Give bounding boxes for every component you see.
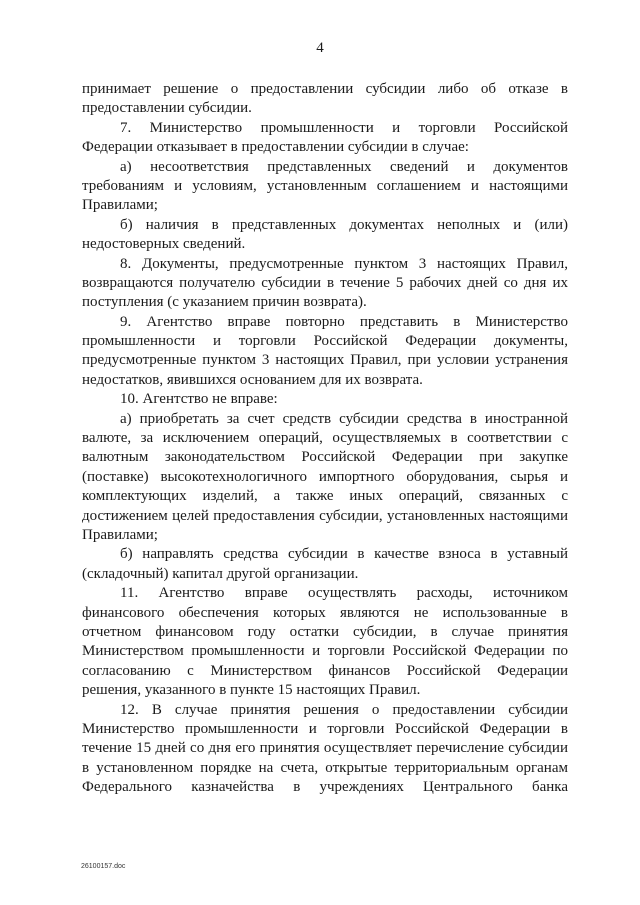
text-line: решения, указанного в пункте 15 настоящих Правил. [82, 682, 421, 699]
document-filename: 26100157.doc [81, 863, 126, 870]
text-line: возвращаются получателю субсидии в течение 5 рабочих дней со дня их [82, 274, 568, 291]
text-line: валютным законодательством Российской Федерации при закупке [82, 449, 568, 466]
text-line: Федерации отказывает в предоставлении субсидии в случае: [82, 139, 469, 156]
text-line: предоставлении субсидии. [82, 100, 252, 117]
page-number: 4 [316, 40, 324, 56]
text-line: течение 15 дней со дня его принятия осуществляет перечисление субсидии [82, 740, 568, 757]
text-line: б) наличия в представленных документах неполных и (или) [120, 216, 568, 233]
text-line: Правилами; [82, 197, 158, 214]
text-line: (поставке) высокотехнологичного импортного оборудования, сырья и [82, 468, 568, 485]
text-line: (складочный) капитал другой организации. [82, 565, 359, 582]
text-line: согласованию с Министерством финансов Российской Федерации [82, 662, 568, 679]
text-line: а) приобретать за счет средств субсидии средства в иностранной [120, 410, 568, 427]
text-line: отчетном финансовом году остатки субсидии, в случае принятия [82, 623, 568, 640]
text-line: промышленности и торговли Российской Федерации документы, [82, 333, 568, 350]
text-line: недостатков, явившихся основанием для их возврата. [82, 371, 423, 388]
text-line: недостоверных сведений. [82, 236, 246, 253]
text-line: 11. Агентство вправе осуществлять расходы, источником [120, 585, 568, 602]
text-line: комплектующих изделий, а также иных операций, связанных с [82, 488, 568, 505]
text-line: 12. В случае принятия решения о предоставлении субсидии [120, 701, 568, 718]
text-line: 7. Министерство промышленности и торговли Российской [120, 119, 568, 136]
text-line: достижением целей предоставления субсидии, установленных настоящими [82, 507, 568, 524]
text-line: принимает решение о предоставлении субсидии либо об отказе в [82, 81, 568, 97]
text-line: требованиям и условиям, установленным соглашением и настоящими [82, 177, 568, 194]
text-line: Министерство промышленности и торговли Российской Федерации в [82, 720, 568, 737]
text-line: Министерством промышленности и торговли Российской Федерации по [82, 643, 568, 660]
text-line: 8. Документы, предусмотренные пунктом 3 настоящих Правил, [120, 255, 568, 272]
text-line: а) несоответствия представленных сведений и документов [120, 158, 568, 175]
text-line: предусмотренные пунктом 3 настоящих Правил, при условии устранения [82, 352, 568, 369]
text-line: финансового обеспечения которых являются не использованные в [82, 604, 568, 621]
text-line: б) направлять средства субсидии в качестве взноса в уставный [120, 546, 568, 563]
text-line: поступления (с указанием причин возврата). [82, 294, 367, 311]
text-line: 9. Агентство вправе повторно представить в Министерство [120, 313, 568, 330]
document-body [82, 80, 568, 797]
text-line: Федерального казначейства в учреждениях Центрального банка [82, 779, 568, 796]
text-line: в установленном порядке на счета, открытые территориальным органам [82, 759, 568, 776]
text-line: валюте, за исключением операций, осуществляемых в соответствии с [82, 430, 568, 447]
text-line: Правилами; [82, 526, 158, 543]
text-line: 10. Агентство не вправе: [120, 391, 278, 408]
